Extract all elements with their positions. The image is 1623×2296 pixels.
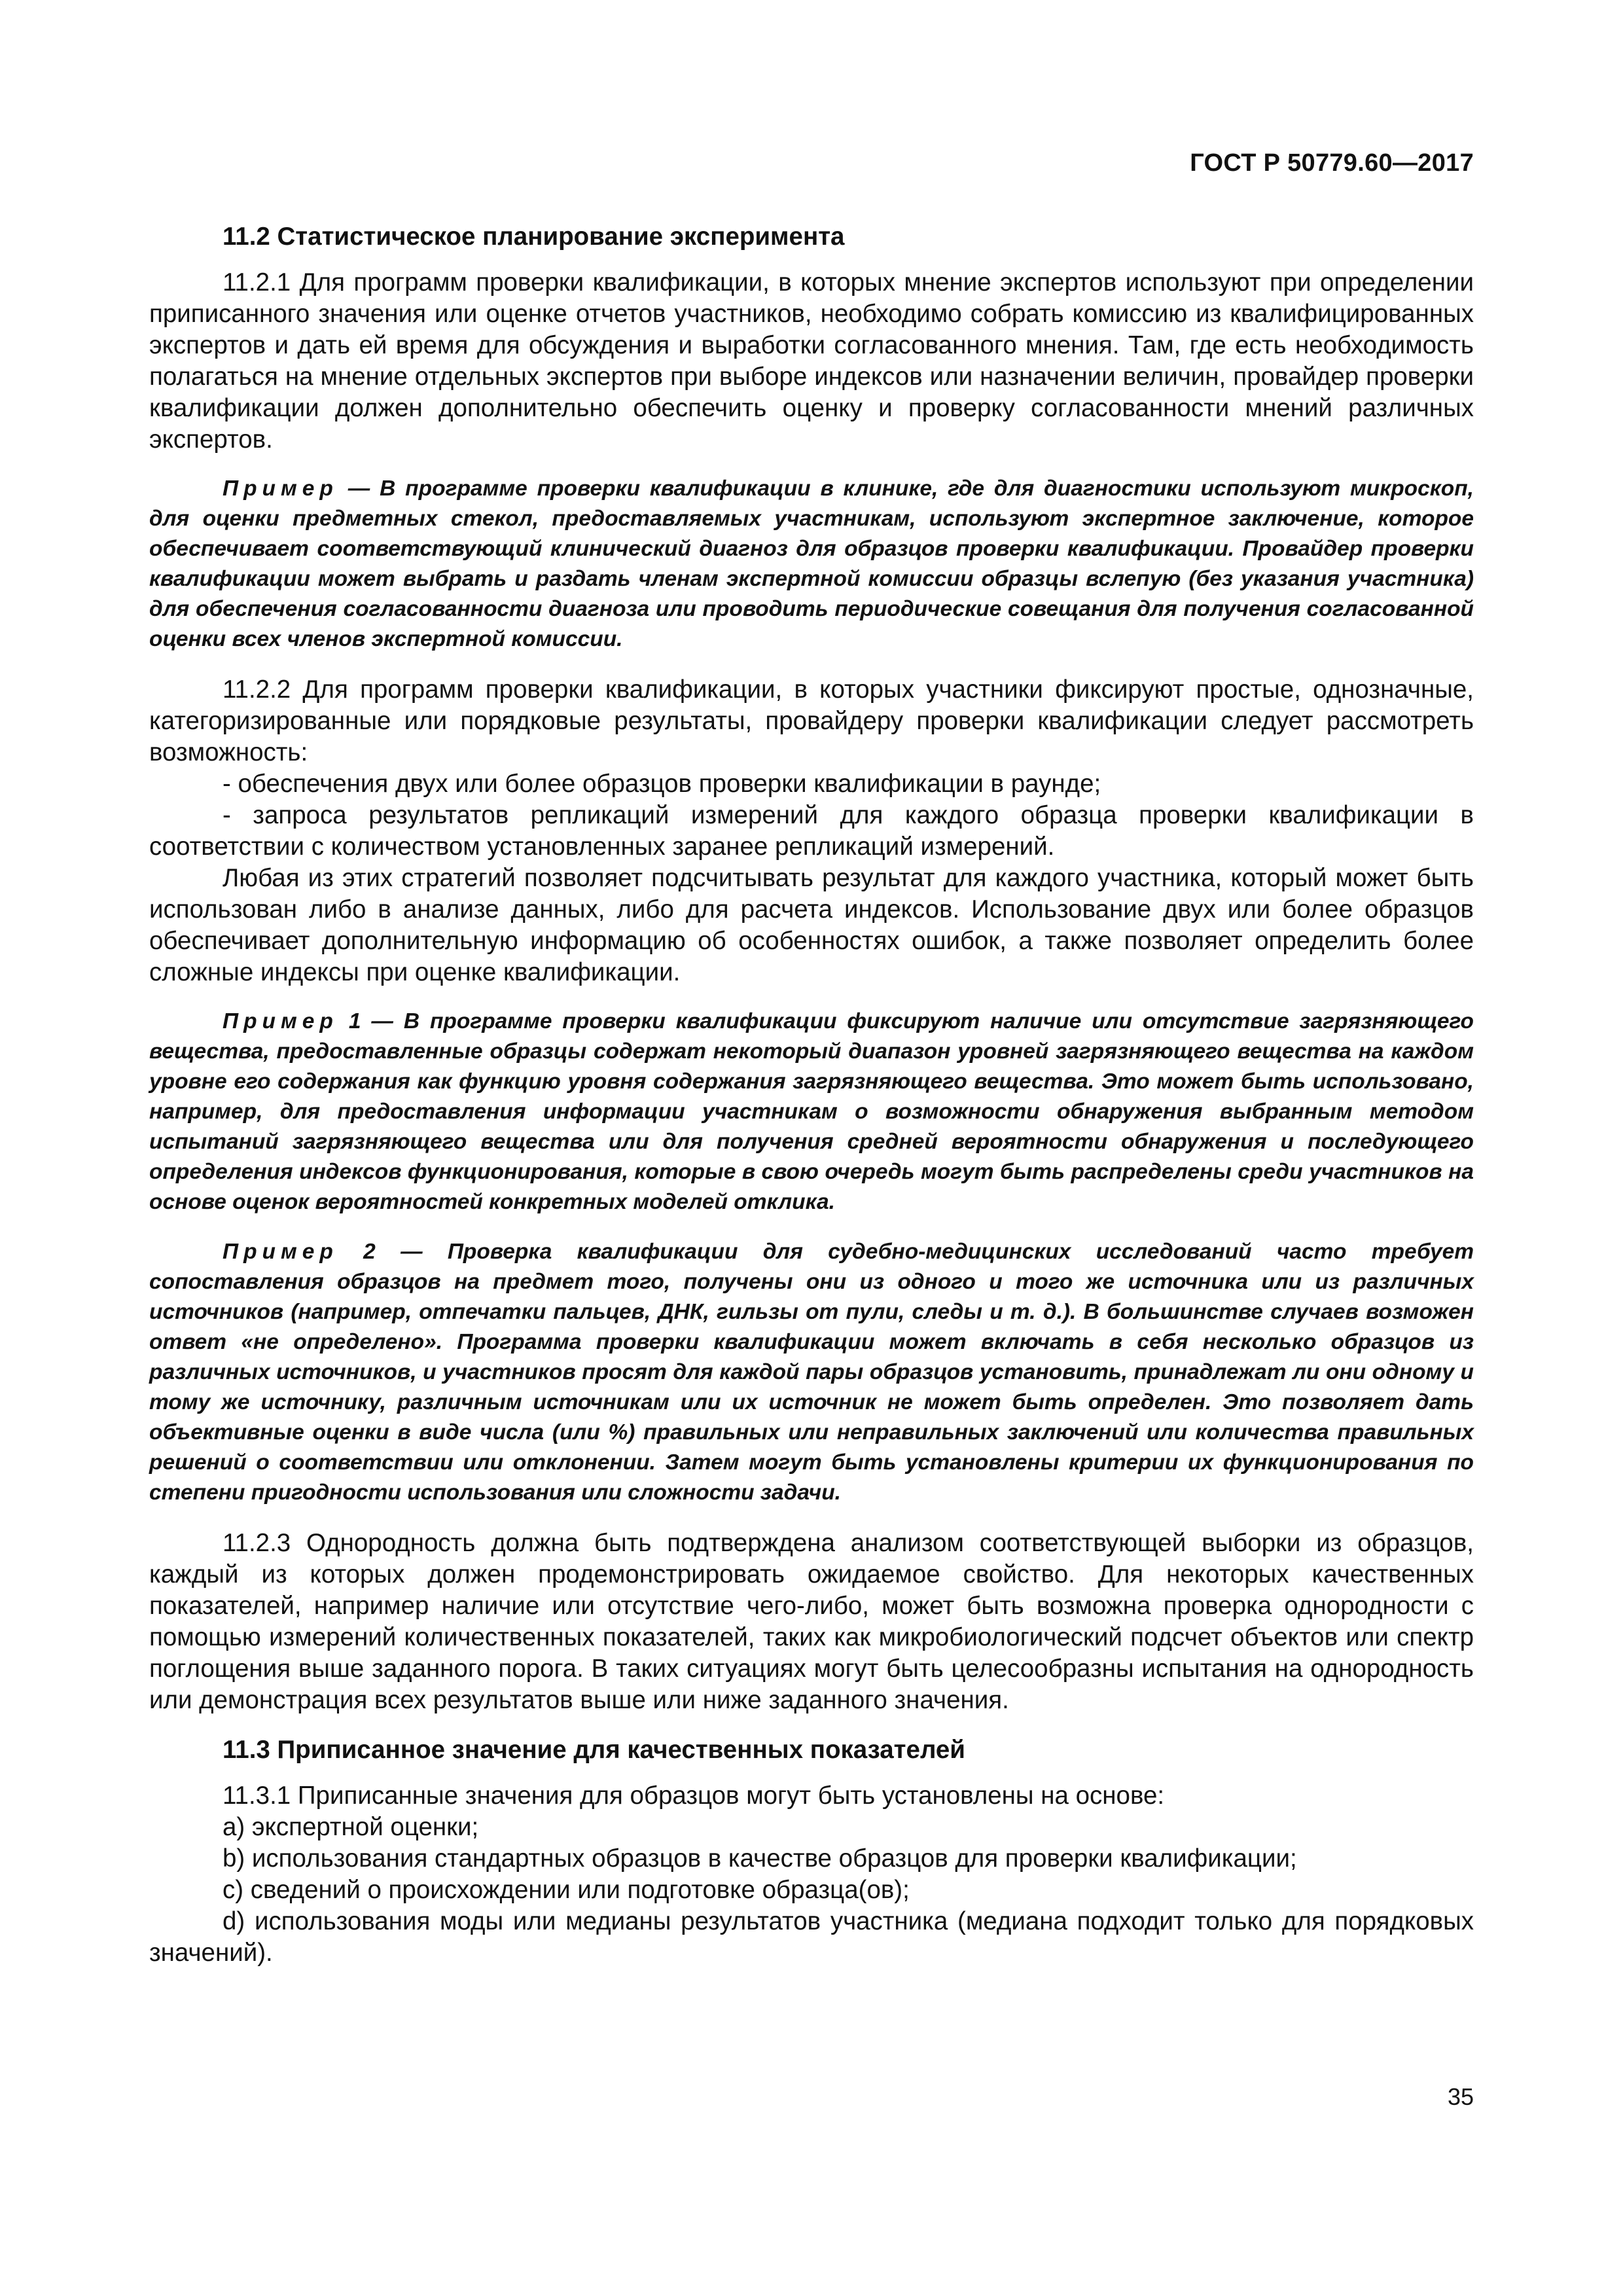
example-label: Пример	[223, 476, 338, 501]
example-text: 2 — Проверка квалификации для судебно-медицинских исследований часто требует сопоставления образцов на предмет того, получены они из одного и того же источника или из различных источников (например, отпечатки пальцев, ДНК, гильзы от пули, следы и т. д.). В большинстве случаев возможен ответ «не определено». Программа проверки квалификации может включать в себя несколько образцов из различных источников, и участников просят для каждой пары образцов установить, принадлежат ли они одному и тому же источнику, различным источникам или их источник не может быть определен. Это позволяет дать объективные оценки в виде числа (или %) правильных или неправильных заключений или количества правильных решений о соответствии или отклонении. Затем могут быть установлены критерии их функционирования по степени пригодности использования или сложности задачи.	[149, 1240, 1474, 1505]
example-label: Пример	[223, 1009, 338, 1033]
list-item: - запроса результатов репликаций измерений для каждого образца проверки квалификации в соответствии с количеством установленных заранее репликаций измерений.	[149, 801, 1474, 861]
list-item: a) экспертной оценки;	[223, 1813, 479, 1841]
list-item: b) использования стандартных образцов в качестве образцов для проверки квалификации;	[223, 1844, 1297, 1873]
paragraph-11-3-1: 11.3.1 Приписанные значения для образцов могут быть установлены на основе:	[223, 1782, 1165, 1810]
list-item: d) использования моды или медианы результатов участника (медиана подходит только для порядковых значений).	[149, 1907, 1474, 1967]
page-number: 35	[1447, 2083, 1474, 2110]
list-item: c) сведений о происхождении или подготовке образца(ов);	[223, 1876, 910, 1904]
paragraph-11-2-2: 11.2.2 Для программ проверки квалификации, в которых участники фиксируют простые, однозначные, категоризированные или порядковые результаты, провайдеру проверки квалификации следует рассмотреть возможность:	[149, 675, 1474, 766]
list-item: - обеспечения двух или более образцов проверки квалификации в раунде;	[223, 770, 1101, 798]
example-label: Пример	[223, 1240, 338, 1264]
document-body	[149, 221, 1474, 1969]
example-text: 1 — В программе проверки квалификации фиксируют наличие или отсутствие загрязняющего вещества, предоставленные образцы содержат некоторый диапазон уровней загрязняющего вещества на каждом уровне его содержания как функцию уровня содержания загрязняющего вещества. Это может быть использовано, например, для предоставления информации участникам о возможности обнаружения выбранным методом испытаний загрязняющего вещества или для получения средней вероятности обнаружения и последующего определения индексов функционирования, которые в свою очередь могут быть распределены среди участников на основе оценок вероятностей конкретных моделей отклика.	[149, 1009, 1474, 1214]
example-note-forensic	[149, 1237, 1474, 1508]
example-text: — В программе проверки квалификации в клинике, где для диагностики используют микроскоп, для оценки предметных стекол, предоставляемых участникам, используют экспертное заключение, которое обеспечивает соответствующий клинический диагноз для образцов проверки квалификации. Провайдер проверки квалификации может выбрать и раздать членам экспертной комиссии образцы вслепую (без указания участника) для обеспечения согласованности диагноза или проводить периодические совещания для получения согласованной оценки всех членов экспертной комиссии.	[149, 476, 1474, 651]
section-title-11-3: 11.3 Приписанное значение для качественных показателей	[223, 1736, 965, 1764]
paragraph-11-2-1: 11.2.1 Для программ проверки квалификации, в которых мнение экспертов используют при определении приписанного значения или оценке отчетов участников, необходимо собрать комиссию из квалифицированных экспертов и дать ей время для обсуждения и выработки согласованного мнения. Там, где есть необходимость полагаться на мнение отдельных экспертов при выборе индексов или назначении величин, провайдер проверки квалификации должен дополнительно обеспечить оценку и проверку согласованности мнений различных экспертов.	[149, 268, 1474, 454]
section-title-11-2: 11.2 Статистическое планирование эксперимента	[223, 223, 845, 251]
example-note-contaminant	[149, 1007, 1474, 1217]
paragraph-11-2-3: 11.2.3 Однородность должна быть подтверждена анализом соответствующей выборки из образцов, каждый из которых должен продемонстрировать ожидаемое свойство. Для некоторых качественных показателей, например наличие или отсутствие чего-либо, может быть возможна проверка однородности с помощью измерений количественных показателей, таких как микробиологический подсчет объектов или спектр поглощения выше заданного порога. В таких ситуациях могут быть целесообразны испытания на однородность или демонстрация всех результатов выше или ниже заданного значения.	[149, 1529, 1474, 1714]
example-note-microscope	[149, 474, 1474, 655]
standard-code-header: ГОСТ Р 50779.60—2017	[1190, 149, 1474, 177]
paragraph-strategies: Любая из этих стратегий позволяет подсчитывать результат для каждого участника, который может быть использован либо в анализе данных, либо для расчета индексов. Использование двух или более образцов обеспечивает дополнительную информацию об особенностях ошибок, а также позволяет определить более сложные индексы при оценке квалификации.	[149, 864, 1474, 986]
